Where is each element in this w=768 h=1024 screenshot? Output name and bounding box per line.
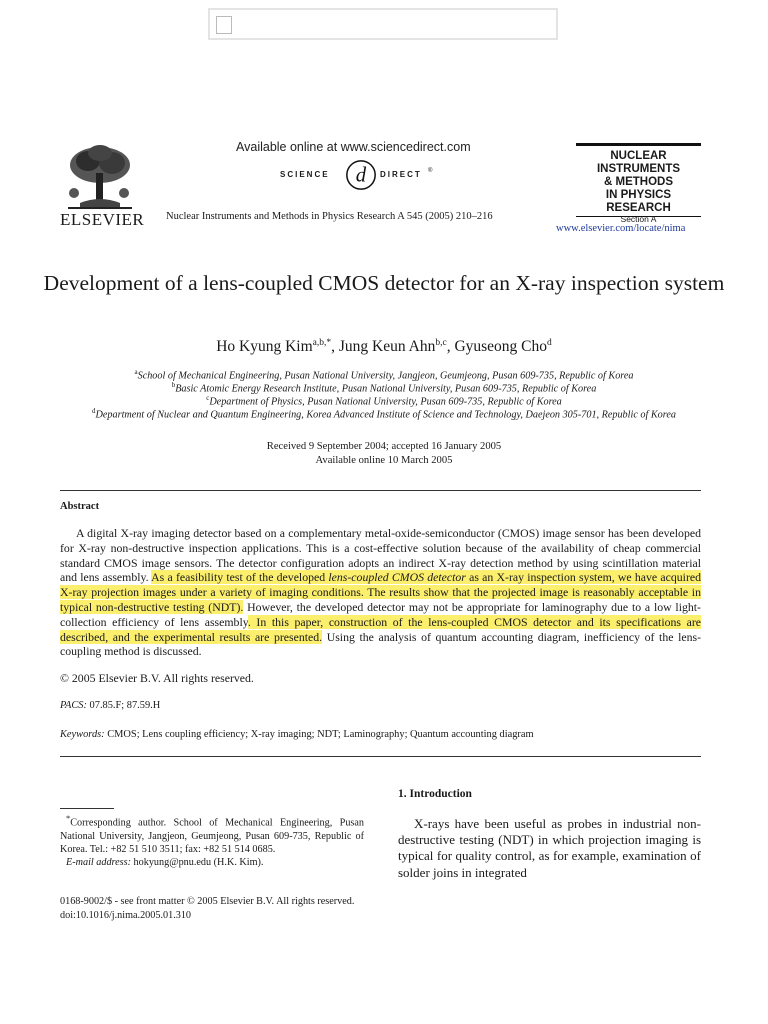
author-name: Ho Kyung Kim (216, 338, 313, 356)
affiliation-mark: a (134, 368, 138, 376)
highlight-text: as an X-ray inspection system, we have acquired X-ray projection images under a variety of imaging conditions. The results show that the projected image is reasonably acceptable in typical non-destructive testing (NDT). (60, 570, 702, 614)
issn-line: 0168-9002/$ - see front matter © 2005 Elsevier B.V. All rights reserved. (60, 896, 355, 907)
page-toolbar (208, 8, 558, 40)
pacs-codes (60, 700, 160, 711)
email-address[interactable]: hokyung@pnu.edu (H.K. Kim). (131, 857, 264, 868)
divider (60, 490, 701, 491)
author-affiliation-sup: a,b,* (312, 338, 332, 348)
author-affiliation-sup: d (547, 338, 552, 348)
available-online-banner: Available online at www.sciencedirect.com (236, 140, 471, 154)
affiliation (90, 405, 678, 421)
affiliation-text: Basic Atomic Energy Research Institute, Pusan National University, Pusan 609-735, Republic of Korea (175, 383, 597, 395)
received-date: Received 9 September 2004; accepted 16 January 2005 (266, 441, 502, 452)
author-affiliation-sup: b,c (435, 338, 447, 348)
journal-url-link[interactable]: www.elsevier.com/locate/nima (556, 223, 686, 234)
sd-registered-mark: ® (428, 168, 433, 174)
article-dates (40, 440, 728, 468)
elsevier-tree-logo (60, 143, 140, 213)
journal-box-line: NUCLEAR (610, 150, 667, 162)
abstract-text: A digital X-ray imaging detector based on a complementary metal-oxide-semiconductor (CMOS) image sensor has been developed for X-ray non-destructive inspection applications. This is a cost-effective solution because of the availability of cheap commercial standard CMOS image sensors. The detector configuration adopts an indirect X-ray detection method by using scintillation material and lens assembly. (60, 526, 701, 585)
journal-box-line: INSTRUMENTS (596, 163, 681, 175)
introduction-text: X-rays have been useful as probes in industrial non-destructive testing (NDT) in which projection imaging is typical for quality control, as for example, examination of solder joins in integrated (398, 816, 701, 880)
email-label: E-mail address: (66, 857, 131, 868)
author-list: Ho Kyung Kim$^{a,b,*}$, Jung Keun Ahn$^{b,c}$, Gyuseong Cho$^d$ (216, 338, 552, 356)
journal-box-line: IN PHYSICS (605, 189, 672, 201)
abstract-body (60, 526, 701, 659)
divider (60, 756, 701, 757)
keywords (60, 729, 534, 740)
journal-citation: Nuclear Instruments and Methods in Physics Research A 545 (2005) 210–216 (166, 211, 493, 222)
publisher-name: ELSEVIER (60, 210, 145, 229)
affiliation-mark: b (171, 381, 176, 389)
available-date: Available online 10 March 2005 (315, 455, 453, 466)
affiliation-text: School of Mechanical Engineering, Pusan National University, Jangjeon, Geumjeong, Pusan 609-735, Republic of Korea (137, 370, 634, 382)
pacs-value: 07.85.F; 87.59.H (86, 700, 161, 711)
keywords-label: Keywords: (60, 729, 105, 740)
abstract-text: However, the developed detector may not be appropriate for laminography due to a low light-collection efficiency of lens assembly (60, 599, 701, 629)
footnote-text: Corresponding author. School of Mechanical Engineering, Pusan National University, Jangjeon, Geumjeong, Pusan 609-735, Republic of Korea. Tel.: +82 51 510 3511; fax: +82 51 514 0685. (60, 817, 364, 855)
sciencedirect-logo (280, 158, 440, 194)
journal-box-line: RESEARCH (606, 202, 671, 214)
paper-title: Development of a lens-coupled CMOS detector for an X-ray inspection system (43, 271, 725, 295)
affiliation-mark: c (206, 394, 210, 402)
affiliation-mark: d (92, 407, 96, 415)
abstract-heading: Abstract (60, 501, 100, 512)
sd-at-icon (344, 158, 378, 192)
highlight-text: lens-coupled CMOS detector (328, 570, 466, 585)
affiliation-text: Department of Nuclear and Quantum Engineering, Korea Advanced Institute of Science and Technology, Daejeon 305-701, Republic of Korea (95, 409, 676, 421)
sd-direct-text: DIRECT (380, 170, 422, 179)
highlight[interactable]: . In this paper, construction of the lens-coupled CMOS detector and its specifications are described, and the experimental results are presented. (60, 614, 702, 644)
pacs-label: PACS: (60, 700, 87, 711)
author-name: Gyuseong Cho (454, 338, 548, 356)
journal-box-line: & METHODS (604, 176, 673, 188)
page-footer (60, 895, 354, 922)
svg-text:d: d (355, 163, 367, 187)
affiliation-text: Department of Physics, Pusan National University, Pusan 609-735, Republic of Korea (209, 396, 562, 408)
sd-science-text: SCIENCE (280, 170, 330, 179)
author-name: Jung Keun Ahn (338, 338, 436, 356)
keywords-value: CMOS; Lens coupling efficiency; X-ray imaging; NDT; Laminography; Quantum accounting diagram (104, 729, 534, 740)
journal-title-box (576, 143, 701, 224)
page-thumbnail-icon[interactable] (216, 16, 232, 34)
corresponding-author-footnote (60, 812, 364, 869)
highlight-text: As a feasibility test of the developed (151, 570, 329, 585)
footnote-mark: * (66, 813, 71, 823)
doi-line[interactable]: doi:10.1016/j.nima.2005.01.310 (60, 909, 192, 921)
footnote-rule (60, 808, 114, 809)
introduction-body (398, 816, 701, 881)
abstract-text: Using the analysis of quantum accounting diagram, inefficiency of the lens-coupling method is discussed. (60, 629, 701, 659)
journal-box-section: Section A (620, 214, 657, 224)
copyright-notice: © 2005 Elsevier B.V. All rights reserved. (60, 671, 254, 685)
section-heading-introduction: 1. Introduction (398, 788, 472, 800)
